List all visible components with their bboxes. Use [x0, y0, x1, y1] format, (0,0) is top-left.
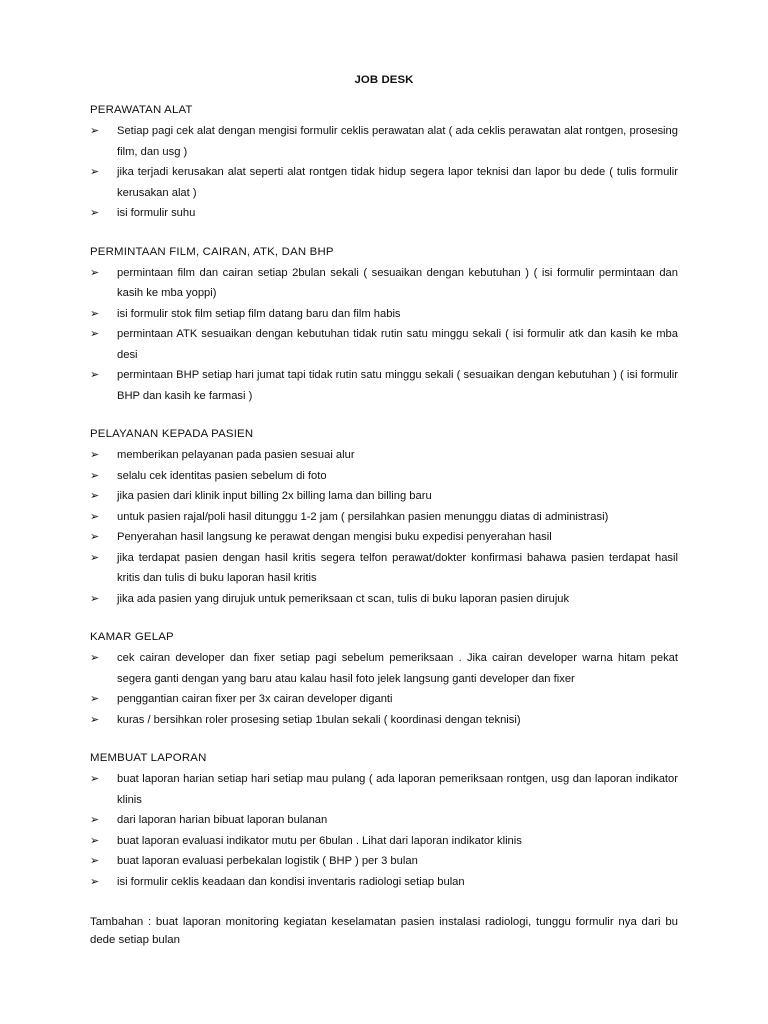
list-item [90, 121, 678, 162]
list-item-text: buat laporan harian setiap hari setiap mau pulang ( ada laporan pemeriksaan rontgen, usg dan laporan indikator klinis [117, 773, 678, 806]
list-item [90, 710, 678, 731]
arrow-bullet-icon: ➢ [90, 469, 100, 482]
arrow-bullet-icon: ➢ [90, 449, 100, 461]
arrow-bullet-icon: ➢ [90, 773, 100, 785]
list-item-text: permintaan BHP setiap hari jumat tapi tidak rutin satu minggu sekali ( sesuaikan dengan kebutuhan ) ( isi formulir BHP dan kasih ke farmasi ) [117, 369, 678, 402]
arrow-bullet-icon: ➢ [90, 814, 100, 826]
section-list [90, 648, 678, 730]
document-body [90, 103, 678, 949]
section-heading: PERMINTAAN FILM, CAIRAN, ATK, DAN BHP [90, 245, 334, 258]
list-item [90, 589, 678, 610]
arrow-bullet-icon: ➢ [90, 125, 100, 137]
section [90, 751, 678, 892]
section-list [90, 445, 678, 609]
list-item [90, 831, 678, 852]
list-item-text: jika terdapat pasien dengan hasil kritis segera telfon perawat/dokter konfirmasi bahawa pasien terdapat hasil kritis dan tulis di buku laporan hasil kritis [117, 551, 678, 584]
list-item [90, 851, 678, 872]
list-item-text: untuk pasien rajal/poli hasil ditunggu 1-2 jam ( persilahkan pasien menunggu diatas di administrasi) [117, 510, 609, 523]
section [90, 245, 678, 407]
section-list [90, 769, 678, 892]
list-item [90, 466, 678, 487]
list-item [90, 445, 678, 466]
list-item-text: selalu cek identitas pasien sebelum di foto [117, 469, 327, 482]
arrow-bullet-icon: ➢ [90, 834, 100, 847]
arrow-bullet-icon: ➢ [90, 369, 100, 381]
arrow-bullet-icon: ➢ [90, 510, 100, 523]
arrow-bullet-icon: ➢ [90, 592, 100, 605]
tambahan-note: Tambahan : buat laporan monitoring kegiatan keselamatan pasien instalasi radiologi, tunggu formulir nya dari bu dede setiap bulan [90, 916, 678, 946]
arrow-bullet-icon: ➢ [90, 855, 100, 867]
section-list [90, 263, 678, 407]
section [90, 427, 678, 609]
list-item [90, 548, 678, 589]
section-heading: PERAWATAN ALAT [90, 104, 193, 116]
arrow-bullet-icon: ➢ [90, 531, 100, 543]
list-item-text: permintaan ATK sesuaikan dengan kebutuhan tidak rutin satu minggu sekali ( isi formulir atk dan kasih ke mba desi [117, 328, 678, 361]
arrow-bullet-icon: ➢ [90, 652, 100, 664]
arrow-bullet-icon: ➢ [90, 266, 100, 279]
list-item-text: Setiap pagi cek alat dengan mengisi formulir ceklis perawatan alat ( ada ceklis perawatan alat rontgen, prosesing film, dan usg ) [117, 125, 678, 158]
list-item [90, 810, 678, 831]
list-item [90, 324, 678, 365]
list-item-text: Penyerahan hasil langsung ke perawat dengan mengisi buku expedisi penyerahan hasil [117, 531, 552, 543]
list-item-text: jika terjadi kerusakan alat seperti alat rontgen tidak hidup segera lapor teknisi dan lapor bu dede ( tulis formulir kerusakan alat ) [117, 166, 678, 199]
arrow-bullet-icon: ➢ [90, 307, 100, 320]
list-item-text: cek cairan developer dan fixer setiap pagi sebelum pemeriksaan . Jika cairan developer warna hitam pekat segera ganti dengan yang baru atau kalau hasil foto jelek langsung ganti developer dan fixer [117, 652, 678, 685]
list-item [90, 304, 678, 325]
list-item [90, 648, 678, 689]
list-item [90, 872, 678, 893]
section [90, 103, 678, 224]
arrow-bullet-icon: ➢ [90, 490, 100, 502]
list-item-text: buat laporan evaluasi indikator mutu per 6bulan . Lihat dari laporan indikator klinis [117, 834, 522, 847]
list-item-text: jika pasien dari klinik input billing 2x billing lama dan billing baru [117, 490, 432, 502]
list-item [90, 162, 678, 203]
arrow-bullet-icon: ➢ [90, 693, 100, 705]
list-item-text: jika ada pasien yang dirujuk untuk pemeriksaan ct scan, tulis di buku laporan pasien dirujuk [117, 592, 570, 605]
list-item-text: penggantian cairan fixer per 3x cairan developer diganti [117, 693, 393, 705]
list-item [90, 507, 678, 528]
section-heading: PELAYANAN KEPADA PASIEN [90, 428, 254, 440]
section-heading: KAMAR GELAP [90, 631, 174, 643]
list-item [90, 203, 678, 224]
sections-container [90, 103, 678, 892]
list-item-text: buat laporan evaluasi perbekalan logistik ( BHP ) per 3 bulan [117, 855, 418, 867]
arrow-bullet-icon: ➢ [90, 875, 100, 888]
list-item-text: kuras / bersihkan roler prosesing setiap 1bulan sekali ( koordinasi dengan teknisi) [117, 713, 521, 726]
section-heading: MEMBUAT LAPORAN [90, 752, 207, 764]
list-item [90, 769, 678, 810]
list-item [90, 263, 678, 304]
list-item [90, 689, 678, 710]
list-item-text: isi formulir stok film setiap film datang baru dan film habis [117, 307, 401, 320]
list-item-text: memberikan pelayanan pada pasien sesuai alur [117, 449, 355, 461]
list-item [90, 365, 678, 406]
section-list [90, 121, 678, 224]
list-item [90, 527, 678, 548]
list-item-text: permintaan film dan cairan setiap 2bulan sekali ( sesuaikan dengan kebutuhan ) ( isi formulir permintaan dan kasih ke mba yoppi) [117, 266, 678, 299]
arrow-bullet-icon: ➢ [90, 328, 100, 340]
arrow-bullet-icon: ➢ [90, 207, 100, 219]
list-item-text: isi formulir suhu [117, 207, 196, 219]
arrow-bullet-icon: ➢ [90, 166, 100, 178]
list-item-text: dari laporan harian bibuat laporan bulanan [117, 814, 328, 826]
section [90, 630, 678, 730]
list-item [90, 486, 678, 507]
arrow-bullet-icon: ➢ [90, 551, 100, 564]
document-title: JOB DESK [354, 74, 414, 86]
list-item-text: isi formulir ceklis keadaan dan kondisi inventaris radiologi setiap bulan [117, 875, 465, 888]
arrow-bullet-icon: ➢ [90, 713, 100, 726]
